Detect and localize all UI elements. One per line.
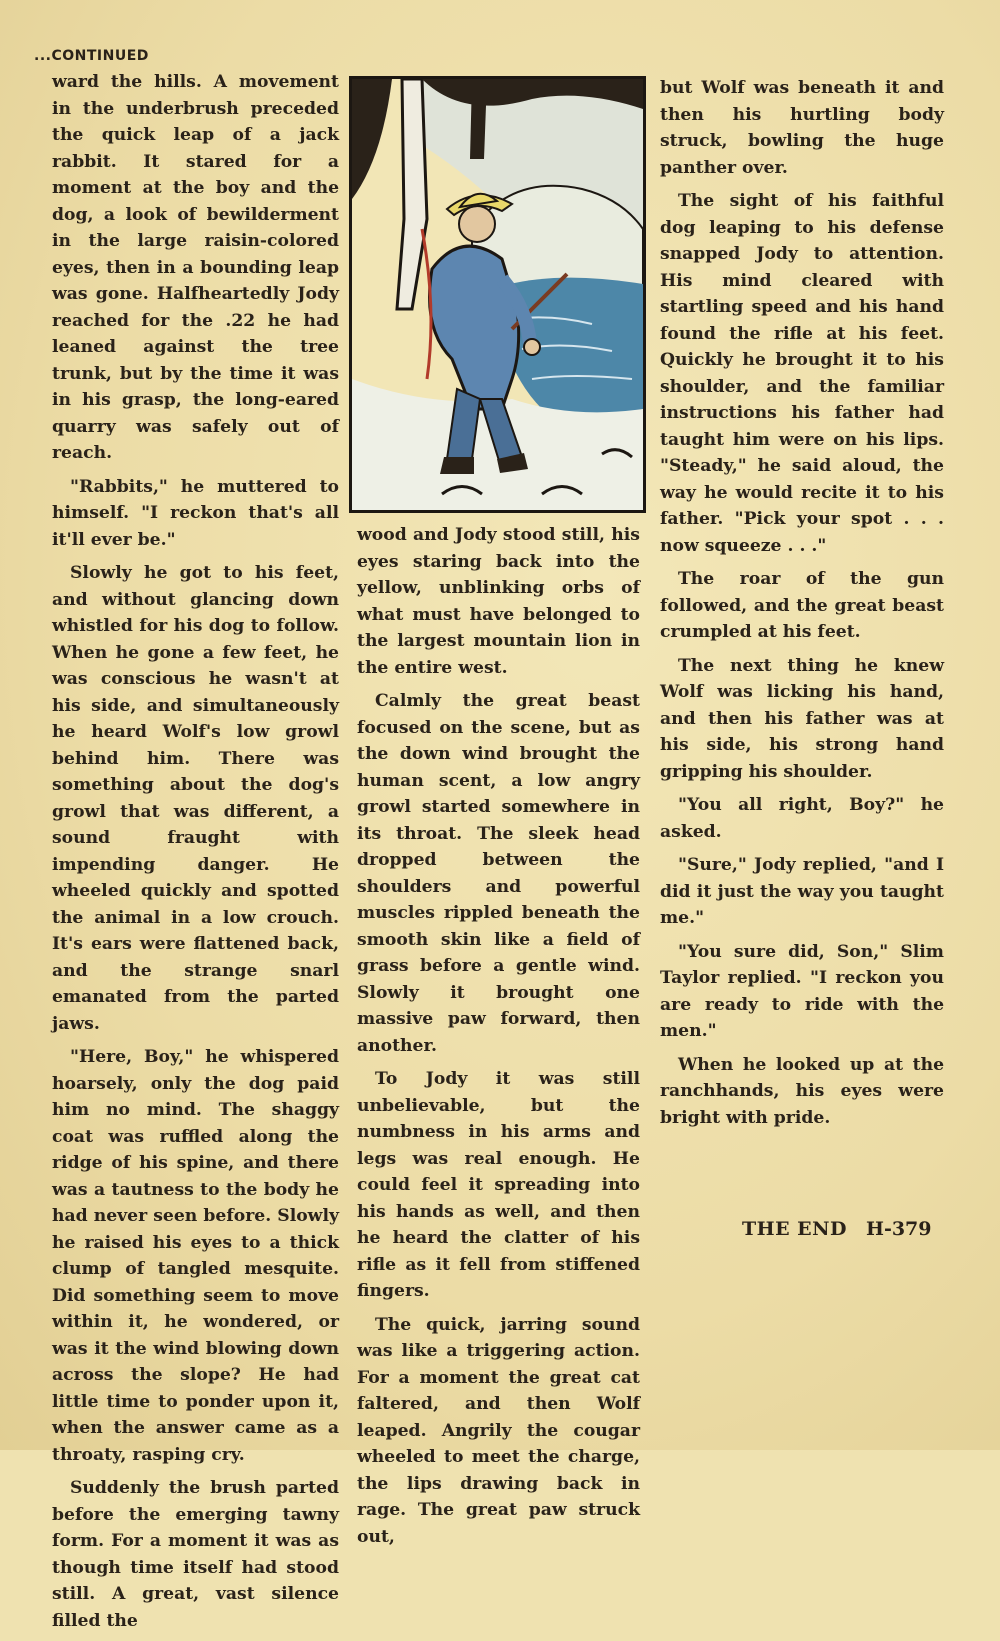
paragraph: The quick, jarring sound was like a triggering action. For a moment the great cat faltered, and then Wolf leaped. Angrily the cougar wheeled to meet the charge, the lips drawing back in rage. The great paw struck out,: [357, 1314, 640, 1547]
paragraph: "Sure," Jody replied, "and I did it just the way you taught me.": [660, 855, 944, 928]
paragraph: wood and Jody stood still, his eyes staring back into the yellow, unblinking orbs of what must have belonged to the largest mountain lion in the entire west.: [357, 525, 640, 678]
paragraph: but Wolf was beneath it and then his hurtling body struck, bowling the huge panther over.: [660, 78, 944, 178]
paragraph: "You sure did, Son," Slim Taylor replied. "I reckon you are ready to ride with the men.": [660, 941, 944, 1041]
text-column-3: [660, 75, 944, 1138]
paragraph: Suddenly the brush parted before the emerging tawny form. For a moment it was as though time itself had stood still. A great, vast silence filled the: [52, 1478, 339, 1631]
paragraph: ward the hills. A movement in the underbrush preceded the quick leap of a jack rabbit. It stared for a moment at the boy and the dog, a look of bewilderment in the large raisin-colored eyes, then in a bounding leap was gone. Halfheartedly Jody reached for the .22 he had leaned against the tree trunk, but by the time it was in his grasp, the long-eared quarry was safely out of reach.: [52, 72, 339, 463]
story-code: H-379: [866, 1218, 932, 1240]
text-column-2: [357, 522, 640, 1557]
cowboy-illustration: [349, 76, 646, 513]
paragraph: "Rabbits," he muttered to himself. "I reckon that's all it'll ever be.": [52, 476, 339, 550]
paragraph: When he looked up at the ranchhands, his eyes were bright with pride.: [660, 1054, 944, 1128]
paragraph: The sight of his faithful dog leaping to his defense snapped Jody to attention. His mind cleared with startling speed and his hand found the rifle at his feet. Quickly he brought it to his shoulder, and the familiar instructions his father had taught him were on his lips. "Steady," he said aloud, the way he would recite it to his father. "Pick your spot . . . now squeeze . . .": [660, 191, 944, 556]
the-end-label: THE END: [742, 1218, 848, 1240]
illustration-drawing: [352, 79, 643, 510]
paragraph: The next thing he knew Wolf was licking his hand, and then his father was at his side, his strong hand gripping his shoulder.: [660, 655, 944, 782]
paragraph: Calmly the great beast focused on the scene, but as the down wind brought the human scent, a low angry growl started somewhere in its throat. The sleek head dropped between the shoulders and powerful muscles rippled beneath the smooth skin like a field of grass before a gentle wind. Slowly it brought one massive paw forward, then another.: [357, 691, 640, 1056]
continued-label: ...CONTINUED: [34, 48, 149, 64]
paragraph: "Here, Boy," he whispered hoarsely, only the dog paid him no mind. The shaggy coat was ruffled along the ridge of his spine, and there was a tautness to the body he had never seen before. Slowly he raised his eyes to a thick clump of tangled mesquite. Did something seem to move within it, he wondered, or was it the wind blowing down across the slope? He had little time to ponder upon it, when the answer came as a throaty, rasping cry.: [52, 1047, 339, 1465]
text-column-1: [52, 69, 339, 1641]
paragraph: To Jody it was still unbelievable, but the numbness in his arms and legs was real enough. He could feel it spreading into his hands as well, and then he heard the clatter of his rifle as it fell from stiffened fingers.: [357, 1069, 640, 1301]
paragraph: Slowly he got to his feet, and without glancing down whistled for his dog to follow. When he gone a few feet, he was conscious he wasn't at his side, and simultaneously he heard Wolf's low growl behind him. There was something about the dog's growl that was different, a sound fraught with impending danger. He wheeled quickly and spotted the animal in a low crouch. It's ears were flattened back, and the strange snarl emanated from the parted jaws.: [52, 563, 339, 1034]
paragraph: The roar of the gun followed, and the great beast crumpled at his feet.: [660, 569, 944, 642]
paragraph: "You all right, Boy?" he asked.: [660, 795, 944, 842]
